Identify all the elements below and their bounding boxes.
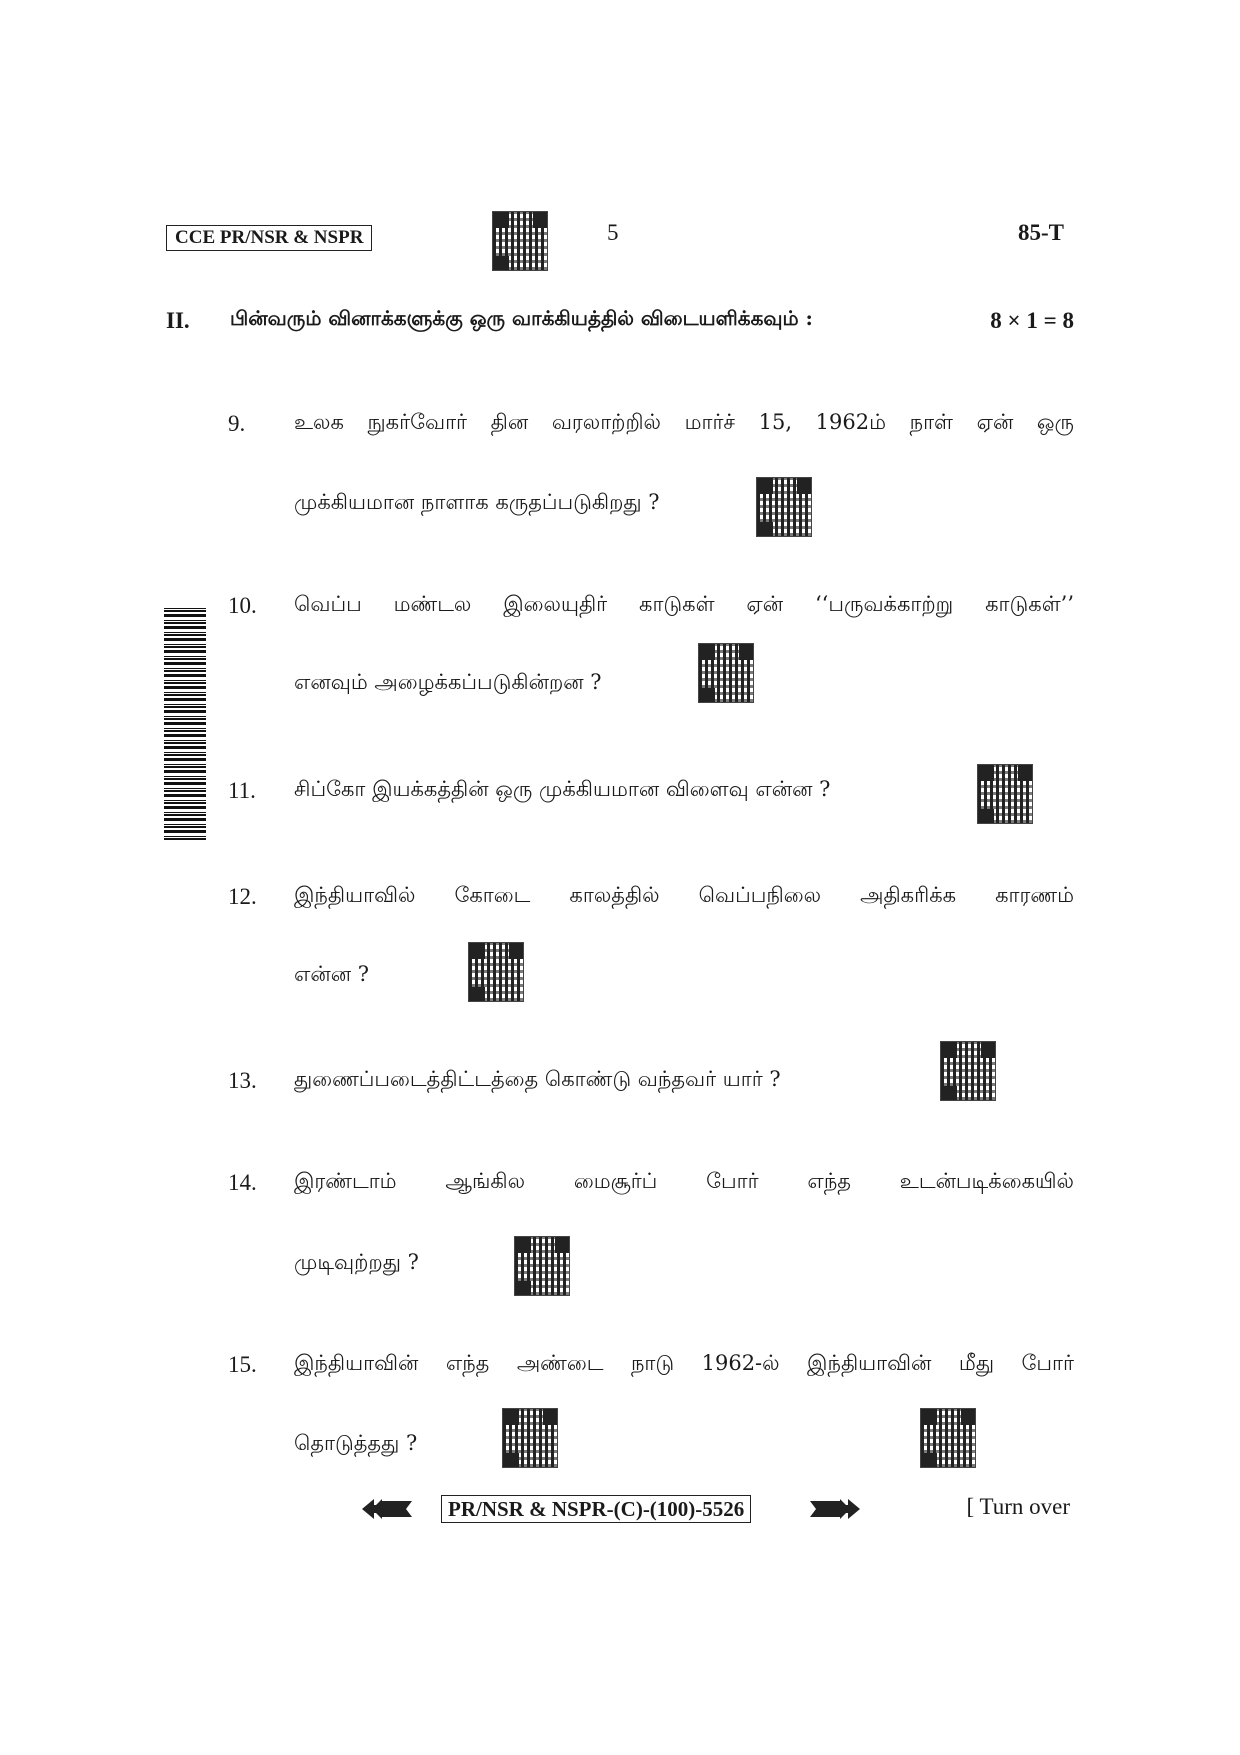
question-text-continued: தொடுத்தது ? bbox=[294, 1431, 418, 1455]
question-text-continued: எனவும் அழைக்கப்படுகின்றன ? bbox=[294, 670, 602, 694]
question-text: இந்தியாவில் கோடை காலத்தில் வெப்பநிலை அதிகரிக்க காரணம் bbox=[294, 883, 1074, 907]
question-text: வெப்ப மண்டல இலையுதிர் காடுகள் ஏன் ‘‘பருவக்காற்று காடுகள்’’ bbox=[294, 592, 1074, 616]
section-instruction: பின்வரும் வினாக்களுக்கு ஒரு வாக்கியத்தில் விடையளிக்கவும் : bbox=[230, 306, 813, 330]
question-text-continued: என்ன ? bbox=[294, 962, 370, 986]
footer-qr-code bbox=[920, 1408, 976, 1468]
question-number: 9. bbox=[228, 411, 246, 436]
question-qr-code bbox=[468, 942, 524, 1002]
section-number: II. bbox=[166, 308, 190, 333]
paper-code: 85-T bbox=[1018, 220, 1064, 245]
exam-code-box: CCE PR/NSR & NSPR bbox=[166, 225, 372, 251]
question-number: 10. bbox=[228, 593, 257, 618]
footer-code-box: PR/NSR & NSPR-(C)-(100)-5526 bbox=[441, 1495, 751, 1523]
question-number: 13. bbox=[228, 1068, 257, 1093]
question-number: 12. bbox=[228, 884, 257, 909]
page-number: 5 bbox=[607, 220, 619, 245]
arrow-left-icon bbox=[362, 1497, 414, 1521]
question-text: இரண்டாம் ஆங்கில மைசூர்ப் போர் எந்த உடன்படிக்கையில் bbox=[294, 1169, 1074, 1193]
header-qr-code bbox=[492, 211, 548, 271]
turn-over-text: [ Turn over bbox=[966, 1494, 1070, 1519]
question-qr-code bbox=[977, 764, 1033, 824]
question-text-continued: முக்கியமான நாளாக கருதப்படுகிறது ? bbox=[294, 490, 660, 514]
side-barcode bbox=[164, 608, 206, 840]
question-text: இந்தியாவின் எந்த அண்டை நாடு 1962-ல் இந்தியாவின் மீது போர் bbox=[294, 1351, 1074, 1375]
question-text-continued: முடிவுற்றது ? bbox=[294, 1250, 419, 1274]
question-qr-code bbox=[514, 1236, 570, 1296]
arrow-right-icon bbox=[808, 1497, 860, 1521]
question-text: துணைப்படைத்திட்டத்தை கொண்டு வந்தவர் யார் ? bbox=[294, 1067, 781, 1091]
question-text: சிப்கோ இயக்கத்தின் ஒரு முக்கியமான விளைவு என்ன ? bbox=[294, 777, 831, 801]
question-qr-code bbox=[502, 1408, 558, 1468]
section-marks: 8 × 1 = 8 bbox=[990, 308, 1074, 333]
question-text: உலக நுகர்வோர் தின வரலாற்றில் மார்ச் 15, 1962ம் நாள் ஏன் ஒரு bbox=[294, 410, 1074, 434]
question-number: 15. bbox=[228, 1352, 257, 1377]
question-number: 14. bbox=[228, 1170, 257, 1195]
question-qr-code bbox=[698, 643, 754, 703]
question-qr-code bbox=[756, 477, 812, 537]
question-number: 11. bbox=[228, 778, 256, 803]
question-qr-code bbox=[940, 1041, 996, 1101]
